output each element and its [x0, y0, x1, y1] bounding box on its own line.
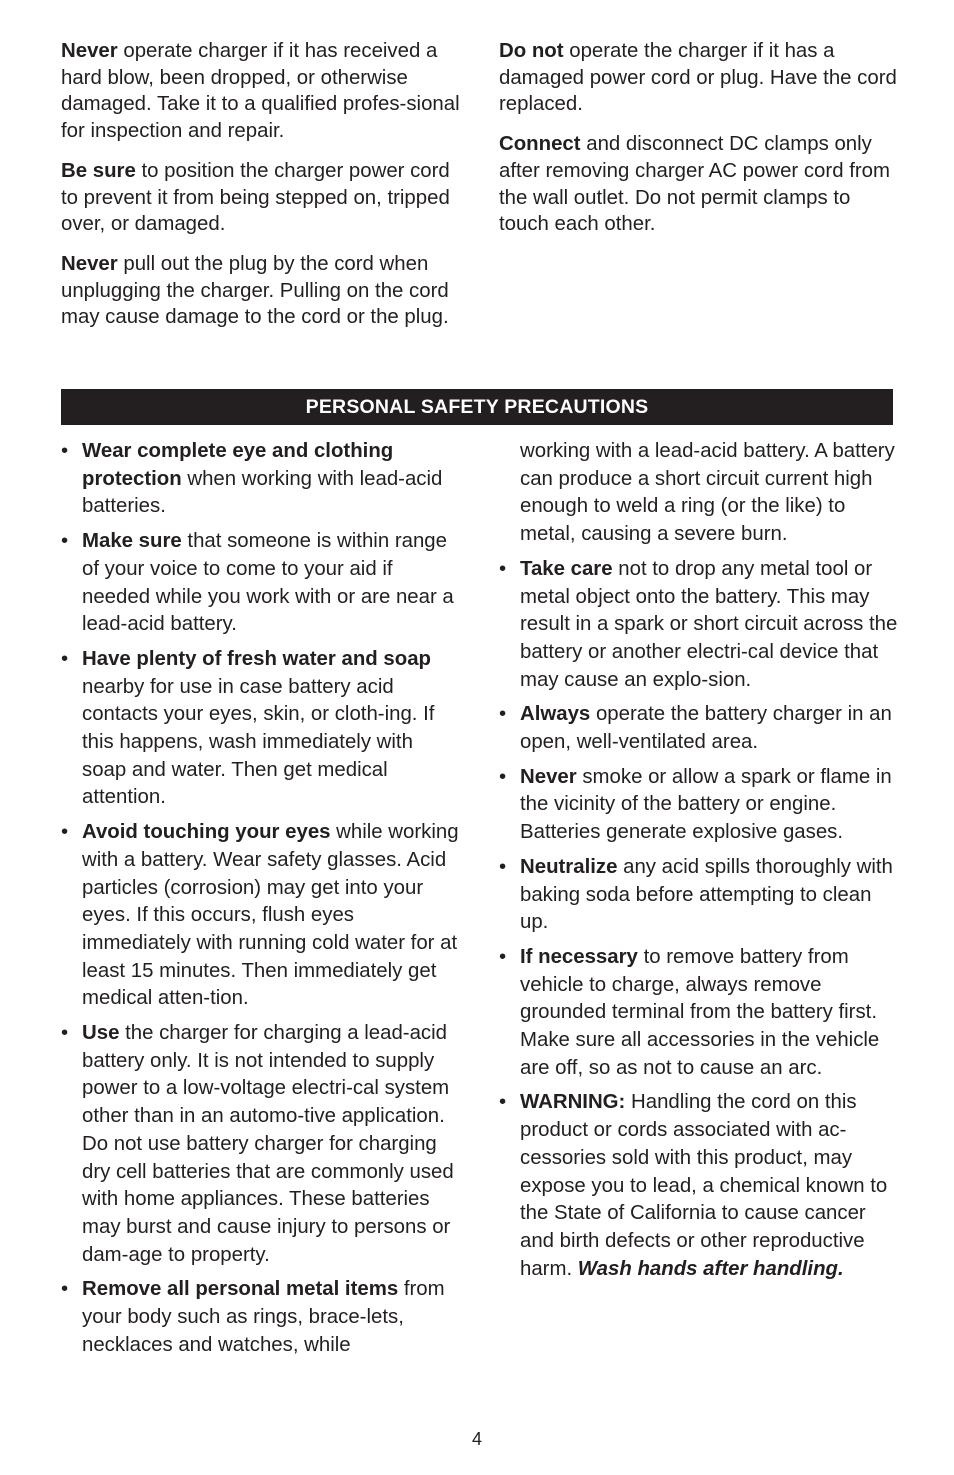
paragraph — [499, 131, 899, 238]
paragraph-text: operate charger if it has received a hard blow, been dropped, or otherwise damaged. Take it to a qualified profes-sional for inspection and repair. — [61, 40, 460, 143]
bullet-marker: • — [499, 557, 507, 580]
top-right-column — [499, 38, 899, 251]
paragraph-lead: Do not — [499, 40, 564, 62]
paragraph-lead: Be sure — [61, 159, 136, 182]
paragraph-lead: Connect — [499, 133, 581, 156]
paragraph-text: pull out the plug by the cord when unplugging the charger. Pulling on the cord may cause damage to the cord or the plug. — [61, 252, 449, 329]
paragraph-lead: Never — [61, 252, 118, 275]
section-title-banner: PERSONAL SAFETY PRECAUTIONS — [61, 389, 893, 425]
list-item-continuation: working with a lead-acid battery. A battery can produce a short circuit current high enough to weld a ring (or the like) to metal, causing a severe burn. — [520, 440, 895, 546]
list-item-lead: Never — [520, 765, 577, 788]
list-item-lead: Always — [520, 703, 591, 726]
list-item-text: to remove battery from vehicle to charge, always remove grounded terminal from the battery first. Make sure all accessories in the vehicle are off, so as not to cause an arc. — [520, 945, 880, 1079]
bullet-marker: • — [499, 703, 507, 726]
paragraph — [61, 251, 461, 331]
list-item-lead: If necessary — [520, 945, 638, 968]
list-item-text: not to drop any metal tool or metal object onto the battery. This may result in a spark or short circuit across the battery or another electri-cal device that may cause an explo-sion. — [520, 557, 898, 691]
bullet-marker: • — [61, 647, 69, 670]
list-item-text: from your body such as rings, brace-lets, necklaces and watches, while — [82, 1278, 445, 1356]
list-item — [499, 854, 899, 937]
list-item-lead: Use — [82, 1022, 120, 1045]
list-item-text: while working with a battery. Wear safety glasses. Acid particles (corrosion) may get into your eyes. If this occurs, flush eyes immediately with running cold water for at least 15 minutes. Then immediately get medical atten-tion. — [82, 821, 459, 1010]
warning-lead: WARNING: — [520, 1091, 626, 1114]
list-item-text: when working with lead-acid batteries. — [82, 467, 443, 518]
paragraph — [61, 158, 461, 238]
list-item — [499, 701, 899, 756]
bullet-marker: • — [61, 821, 69, 844]
list-item — [61, 1020, 461, 1269]
left-bullet-list — [61, 438, 461, 1367]
list-item — [61, 528, 461, 639]
bullet-marker: • — [499, 765, 507, 788]
paragraph — [499, 38, 899, 118]
paragraph — [61, 38, 461, 145]
list-item-lead: Have plenty of fresh water and soap — [82, 647, 432, 670]
warning-emphasis: Wash hands after handling. — [577, 1257, 844, 1280]
list-item — [61, 819, 461, 1013]
list-item — [499, 556, 899, 695]
bullet-marker: • — [61, 440, 69, 462]
list-item-lead: Take care — [520, 557, 613, 580]
list-item — [61, 1276, 461, 1359]
list-item-text: smoke or allow a spark or flame in the vicinity of the battery or engine. Batteries generate explosive gases. — [520, 765, 892, 844]
list-item-lead: Remove all personal metal items — [82, 1278, 399, 1301]
list-item — [61, 646, 461, 812]
paragraph-text: operate the charger if it has a damaged power cord or plug. Have the cord replaced. — [499, 40, 897, 116]
bullet-marker: • — [61, 1278, 69, 1301]
list-item-text: that someone is within range of your voice to come to your aid if needed while you work with or are near a lead-acid battery. — [82, 530, 454, 636]
bullet-marker: • — [499, 1091, 507, 1114]
list-item — [499, 944, 899, 1083]
list-item — [61, 438, 461, 521]
bullet-marker: • — [499, 855, 507, 878]
page-number: 4 — [471, 1429, 482, 1449]
list-item-text: any acid spills thoroughly with baking soda before attempting to clean up. — [520, 855, 893, 934]
list-item-lead: Wear complete eye and clothing protection — [82, 440, 394, 490]
bullet-marker: • — [61, 1022, 69, 1045]
paragraph-lead: Never — [61, 40, 118, 62]
list-item-text: operate the battery charger in an open, well-ventilated area. — [520, 703, 892, 754]
list-item-lead: Make sure — [82, 530, 182, 553]
right-bullet-list — [499, 438, 899, 1290]
paragraph-text: to position the charger power cord to prevent it from being stepped on, tripped over, or damaged. — [61, 159, 450, 236]
top-left-column — [61, 38, 461, 344]
paragraph-text: and disconnect DC clamps only after removing charger AC power cord from the wall outlet. Do not permit clamps to touch each other. — [499, 133, 890, 236]
bullet-marker: • — [499, 945, 507, 968]
bullet-marker: • — [61, 530, 69, 553]
list-item-text: the charger for charging a lead-acid battery only. It is not intended to supply power to a low-voltage electri-cal system other than in an automo-tive application. Do not use battery charger for charging dry cell batteries that are commonly used with home appliances. These batteries may burst and cause injury to persons or dam-age to property. — [82, 1022, 454, 1266]
list-item-lead: Neutralize — [520, 855, 618, 878]
list-item-text: nearby for use in case battery acid contacts your eyes, skin, or cloth-ing. If this happens, wash immediately with soap and water. Then get medical attention. — [82, 675, 435, 809]
list-item — [499, 764, 899, 847]
warning-item — [499, 1089, 899, 1283]
warning-text: Handling the cord on this product or cords associated with ac-cessories sold with this product, may expose you to lead, a chemical known to the State of California to cause cancer and birth defects or other reproductive harm. — [520, 1091, 888, 1280]
list-item-lead: Avoid touching your eyes — [82, 821, 331, 844]
